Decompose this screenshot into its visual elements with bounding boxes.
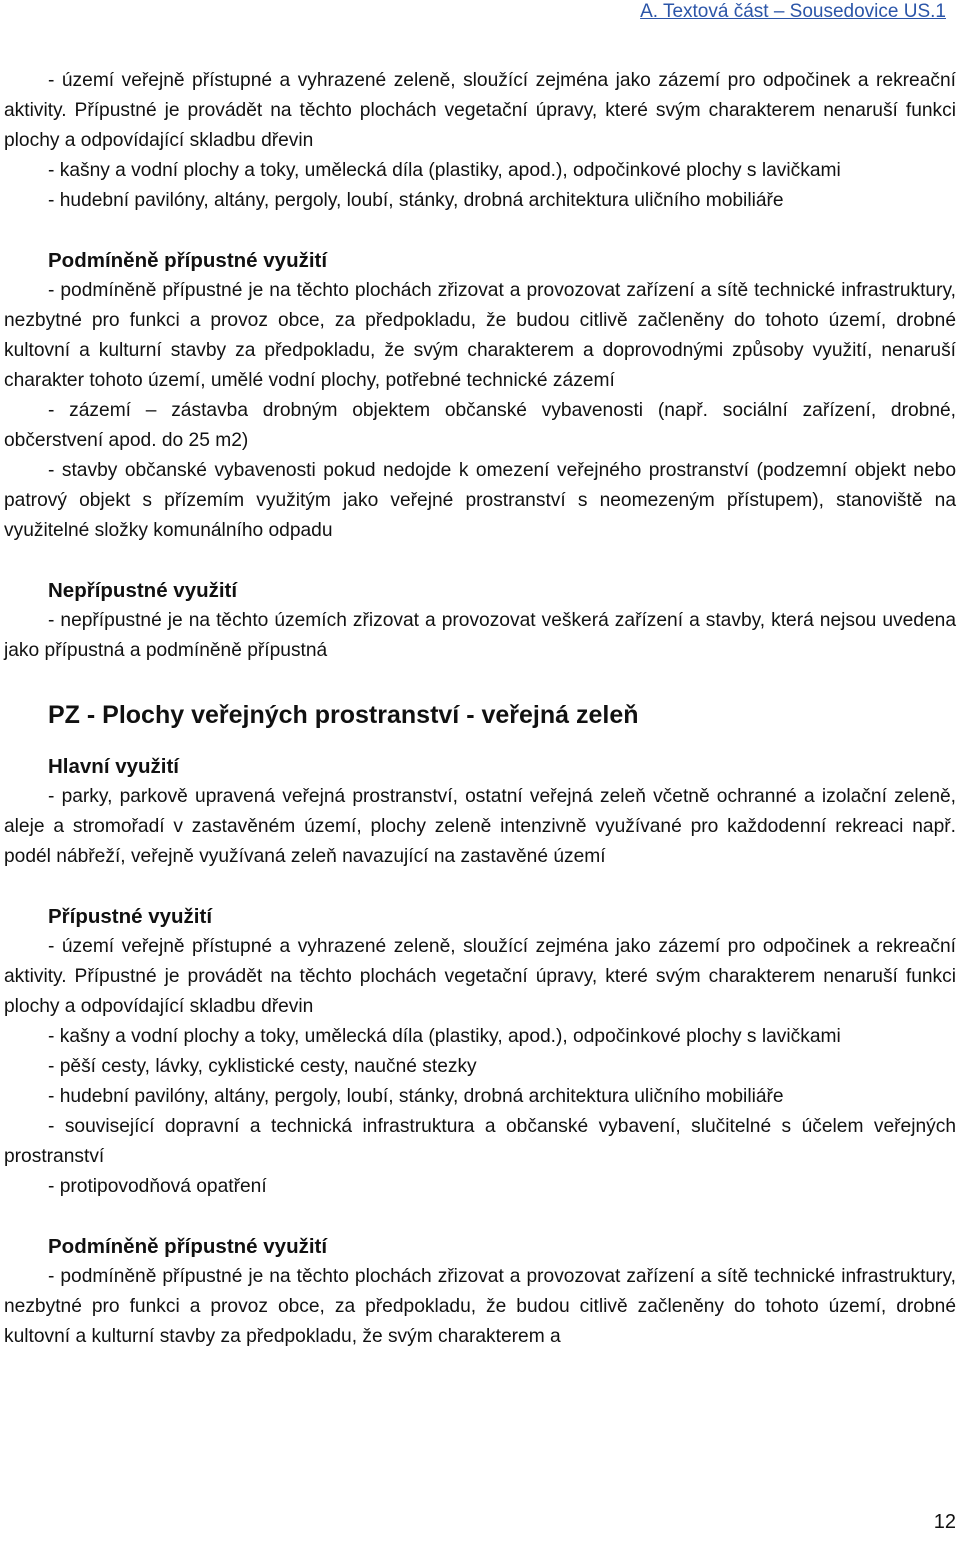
paragraph: - podmíněně přípustné je na těchto plochách zřizovat a provozovat zařízení a sítě technické infrastruktury, nezbytné pro funkci a provoz obce, za předpokladu, že budou citlivě začleněny do tohoto území, drobné kultovní a kulturní stavby za předpokladu, že svým charakterem a doprovodnými způsoby využití, nenaruší charakter tohoto území, umělé vodní plochy, potřebné technické zázemí — [4, 280, 956, 391]
paragraph: - protipovodňová opatření — [48, 1176, 267, 1197]
paragraph: - nepřípustné je na těchto územích zřizovat a provozovat veškerá zařízení a stavby, která nejsou uvedena jako přípustná a podmíněně přípustná — [4, 610, 956, 661]
paragraph: - území veřejně přístupné a vyhrazené zeleně, sloužící zejména jako zázemí pro odpočinek a rekreační aktivity. Přípustné je provádět na těchto plochách vegetační úpravy, které svým charakterem nenaruší funkci plochy a odpovídající skladbu dřevin — [4, 70, 956, 151]
subheading-main-use: Hlavní využití — [48, 755, 180, 778]
page-number: 12 — [933, 1511, 956, 1533]
paragraph: - hudební pavilóny, altány, pergoly, loubí, stánky, drobná architektura uličního mobiliáře — [48, 1086, 784, 1107]
paragraph: - podmíněně přípustné je na těchto plochách zřizovat a provozovat zařízení a sítě technické infrastruktury, nezbytné pro funkci a provoz obce, za předpokladu, že budou citlivě začleněny do tohoto území, drobné kultovní a kulturní stavby za předpokladu, že svým charakterem a — [4, 1266, 956, 1347]
subheading-conditional-use: Podmíněně přípustné využití — [48, 249, 328, 272]
paragraph: - pěší cesty, lávky, cyklistické cesty, naučné stezky — [48, 1056, 477, 1077]
document-header-title: A. Textová část – Sousedovice US.1 — [640, 1, 946, 22]
paragraph: - související dopravní a technická infrastruktura a občanské vybavení, slučitelné s účelem veřejných prostranství — [4, 1116, 956, 1167]
document-body — [4, 66, 956, 1352]
paragraph: - kašny a vodní plochy a toky, umělecká díla (plastiky, apod.), odpočinkové plochy s lavičkami — [48, 160, 841, 181]
paragraph: - kašny a vodní plochy a toky, umělecká díla (plastiky, apod.), odpočinkové plochy s lavičkami — [48, 1026, 841, 1047]
paragraph: - parky, parkově upravená veřejná prostranství, ostatní veřejná zeleň včetně ochranné a izolační zeleně, aleje a stromořadí v zastavěném území, plochy zeleně intenzivně využívané pro každodenní rekreaci např. podél nábřeží, veřejně využívaná zeleň navazující na zastavěné území — [4, 786, 956, 867]
subheading-permitted-use: Přípustné využití — [48, 905, 213, 928]
paragraph: - území veřejně přístupné a vyhrazené zeleně, sloužící zejména jako zázemí pro odpočinek a rekreační aktivity. Přípustné je provádět na těchto plochách vegetační úpravy, které svým charakterem nenaruší funkci plochy a odpovídající skladbu dřevin — [4, 936, 956, 1017]
paragraph: - zázemí – zástavba drobným objektem občanské vybavenosti (např. sociální zařízení, drobné, občerstvení apod. do 25 m2) — [4, 400, 956, 451]
paragraph: - stavby občanské vybavenosti pokud nedojde k omezení veřejného prostranství (podzemní objekt nebo patrový objekt s přízemím využitým jako veřejné prostranství s neomezeným přístupem), stanoviště na využitelné složky komunálního odpadu — [4, 460, 956, 541]
subheading-conditional-use: Podmíněně přípustné využití — [48, 1235, 328, 1258]
subheading-prohibited-use: Nepřípustné využití — [48, 579, 238, 602]
paragraph: - hudební pavilóny, altány, pergoly, loubí, stánky, drobná architektura uličního mobiliáře — [48, 190, 784, 211]
section-title-pz: PZ - Plochy veřejných prostranství - veřejná zeleň — [48, 701, 639, 729]
